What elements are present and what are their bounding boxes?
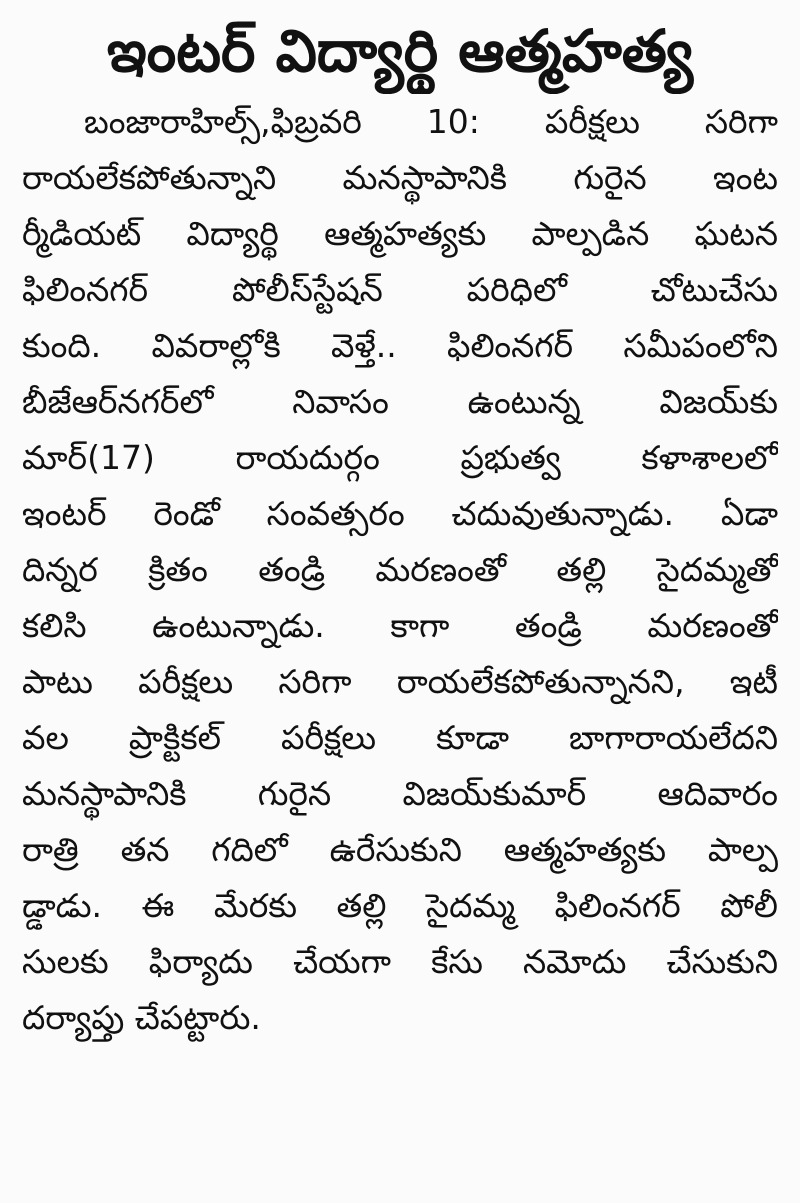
article-line: మనస్థాపానికి గురైన విజయ్‌కుమార్ ఆదివారం	[22, 774, 778, 813]
article-line: పాటు పరీక్షలు సరిగా రాయలేకపోతున్నానని, ఇటీ	[22, 662, 778, 701]
article-line: మార్(17) రాయదుర్గం ప్రభుత్వ కళాశాలలో	[22, 438, 778, 477]
article-line: దిన్నర క్రితం తండ్రి మరణంతో తల్లి సైదమ్మతో	[22, 550, 778, 589]
article-line: రాయలేకపోతున్నాని మనస్థాపానికి గురైన ఇంట	[22, 158, 778, 197]
article-line: సులకు ఫిర్యాదు చేయగా కేసు నమోదు చేసుకుని	[22, 942, 778, 981]
article-line: బీజేఆర్‌నగర్‌లో నివాసం ఉంటున్న విజయ్‌కు	[22, 382, 778, 421]
article-line: వల ప్రాక్టికల్ పరీక్షలు కూడా బాగారాయలేదని	[22, 718, 778, 757]
article-line: కుంది. వివరాల్లోకి వెళ్తే.. ఫిలింనగర్ సమీపంలోని	[22, 326, 778, 365]
article-line: బంజారాహిల్స్,ఫిబ్రవరి 10: పరీక్షలు సరిగా	[84, 102, 778, 141]
article-line: దర్యాప్తు చేపట్టారు.	[22, 998, 261, 1037]
article-line: ఫిలింనగర్ పోలీస్‌స్టేషన్ పరిధిలో చోటుచేసు	[22, 270, 778, 309]
article-body	[22, 94, 778, 1046]
article-line: డ్డాడు. ఈ మేరకు తల్లి సైదమ్మ ఫిలింనగర్ పోలీ	[22, 886, 778, 925]
article-line: కలిసి ఉంటున్నాడు. కాగా తండ్రి మరణంతో	[22, 606, 778, 645]
article-line: రాత్రి తన గదిలో ఉరేసుకుని ఆత్మహత్యకు పాల్ప	[22, 830, 778, 869]
article-line: ఇంటర్ రెండో సంవత్సరం చదువుతున్నాడు. ఏడా	[22, 494, 778, 533]
article-headline: ఇంటర్ విద్యార్థి ఆత్మహత్య	[106, 17, 694, 85]
article-line: ర్మీడియట్ విద్యార్థి ఆత్మహత్యకు పాల్పడిన ఘటన	[22, 214, 778, 253]
